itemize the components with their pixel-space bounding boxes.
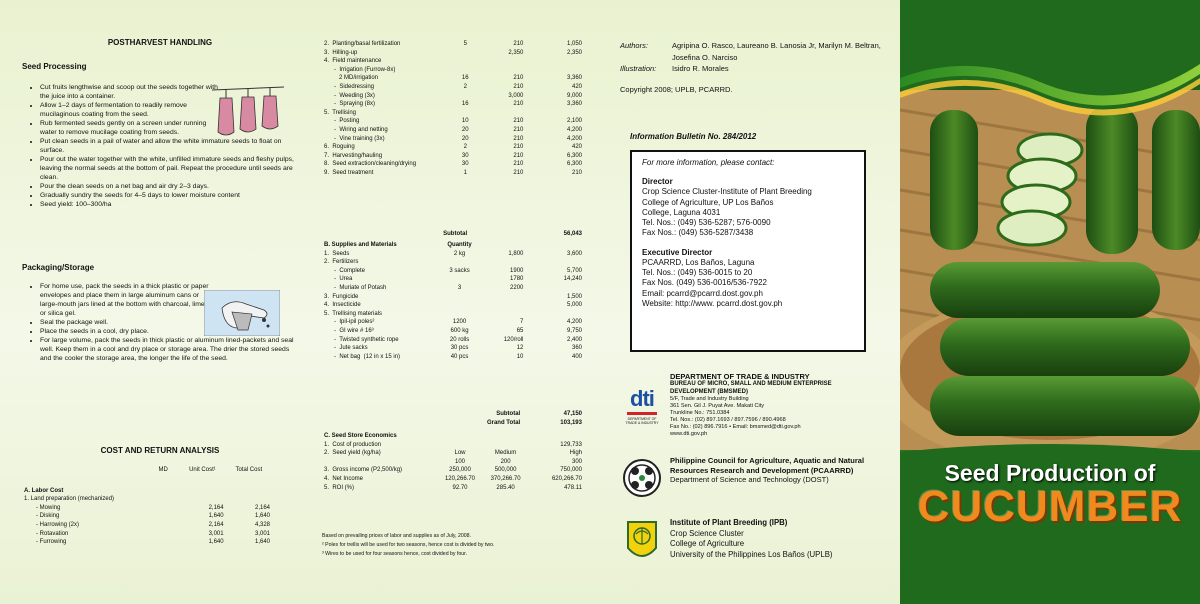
supplies-subtotal-row: Subtotal 47,150 — [496, 411, 582, 417]
labor-cost-table-continued — [322, 40, 584, 178]
table-row: - GI wire # 16³ 600 kg 65 9,750 — [324, 327, 582, 334]
footnote: ² Poles for trellis will be used for two seasons, hence cost is divided by two. — [322, 542, 495, 548]
table-row: 2 MD/irrigation 16 210 3,360 — [324, 75, 582, 82]
seed-processing-heading: Seed Processing — [22, 62, 87, 71]
table-row: - Jute sacks 30 pcs 12 360 — [324, 345, 582, 352]
economics-heading: C. Seed Store Economics — [324, 433, 397, 439]
table-row: - Furrowing 1,640 1,640 — [36, 539, 270, 546]
exec-line: Email: pcarrd@pcarrd.dost.gov.ph — [642, 288, 763, 298]
grand-total-row: Grand Total 103,193 — [486, 419, 582, 426]
contact-box — [630, 150, 866, 352]
table-row: 3. Gross income (P2,500/kg) 250,000 500,000 750,000 — [324, 467, 582, 474]
table-row: - Spraying (8x) 16 210 3,360 — [324, 101, 582, 108]
list-item: • For large volume, pack the seeds in thick plastic or aluminum lined-packets and seal well. Keep them in a cool and dry place or storage area. The drier the stored seeds and the cooler the storage area, the longer the life of the seed. — [40, 337, 302, 364]
supplies-table — [322, 241, 584, 361]
dti-logo-sub: DEPARTMENT OF TRADE & INDUSTRY — [625, 417, 659, 425]
table-row: 2. Fertilizers — [324, 259, 359, 266]
table-row: - Wiring and netting 20 210 4,200 — [324, 126, 582, 133]
table-row: 5. Trellising materials — [324, 310, 383, 317]
table-row: 3. Fungicide 1,500 — [324, 293, 582, 300]
table-row: 9. Seed treatment 1 210 210 — [324, 169, 582, 176]
subtotal-labor-table — [322, 230, 584, 239]
list-item: • Seal the package well. — [40, 319, 302, 328]
header-md: MD — [158, 467, 168, 473]
table-row: - Sidedressing 2 210 420 — [324, 83, 582, 90]
list-item: • Place the seeds in a cool, dry place. — [40, 328, 302, 337]
footnote: Based on prevailing prices of labor and supplies as of July, 2008. — [322, 533, 471, 539]
pcaarrd-dept: Department of Science and Technology (DOST) — [670, 475, 829, 484]
list-item: • Rub fermented seeds gently on a screen under running water to remove mucilage coating from seeds. — [40, 120, 222, 138]
header-total-cost: Total Cost — [235, 467, 263, 473]
ipb-name: Institute of Plant Breeding (IPB) — [670, 518, 788, 527]
illustrator-name: Isidro R. Morales — [672, 64, 729, 73]
dti-name: DEPARTMENT OF TRADE & INDUSTRY — [670, 372, 810, 381]
pcaarrd-logo — [622, 458, 662, 498]
exec-director-title: Executive Director — [642, 247, 713, 257]
cover-title-line2: CUCUMBER — [917, 482, 1183, 531]
labor-cost-table — [22, 466, 272, 547]
table-row: - Harrowing (2x) 2,164 4,328 — [36, 521, 270, 528]
list-item: • Allow 1–2 days of fermentation to readily remove mucilaginous coating from the seed. — [40, 102, 222, 120]
director-title: Director — [642, 177, 673, 187]
packaging-list — [18, 283, 302, 364]
dti-block — [670, 372, 870, 438]
panel-postharvest — [0, 0, 302, 604]
director-line: Crop Science Cluster-Institute of Plant Breeding — [642, 187, 812, 197]
table-row: - Irrigation (Furrow-8x) — [324, 66, 396, 73]
table-row: - Complete 3 sacks 1900 5,700 — [324, 267, 582, 274]
supplies-totals-table — [322, 410, 584, 427]
supplies-heading: B. Supplies and Materials — [324, 242, 397, 248]
front-cover — [900, 0, 1200, 604]
table-row: 4. Field maintenance — [324, 58, 382, 65]
table-row: 5. Trellising — [324, 109, 357, 116]
ipb-line: Crop Science Cluster — [670, 528, 744, 538]
copyright: Copyright 2008; UPLB, PCARRD. — [620, 84, 733, 94]
list-item: • Seed yield: 100–300/ha — [40, 201, 302, 210]
table-footnotes — [322, 532, 592, 559]
packaging-heading: Packaging/Storage — [22, 263, 95, 272]
quantity-header: Quantity — [447, 242, 472, 248]
ipb-logo — [624, 518, 660, 564]
list-item: • Put clean seeds in a pail of water and allow the white immature seeds to float on surface. — [40, 138, 302, 156]
table-row: - Ipil-ipil poles² 1200 7 4,200 — [324, 319, 582, 326]
exec-line: Tel. Nos.: (049) 536-0015 to 20 — [642, 268, 753, 278]
dti-address: 5/F, Trade and Industry Building 361 Sen. Gil J. Puyat Ave. Makati City Trunkline No.: 751.0384 Tel. Nos.: (02) 897.1693 / 897.7596 / 890.4968 Fax No.: (02) 896.7916 • Email: bmsmed@dti.gov.ph www.dti.gov.ph — [670, 396, 801, 438]
pcaarrd-name: Philippine Council for Agriculture, Aquatic and Natural Resources Research and Development (PCAARRD) — [670, 456, 865, 475]
table-header-row — [22, 466, 272, 475]
table-row: - Posting 10 210 2,100 — [324, 118, 582, 125]
land-prep-label: 1. Land preparation (mechanized) — [24, 496, 115, 503]
list-item: • Pour out the water together with the white, unfilled immature seeds and fleshy pulps, leaving the normal seeds at the bottom of pail. Repeat the procedure until seeds are clean. — [40, 156, 302, 183]
ipb-line: College of Agriculture — [670, 539, 745, 548]
seed-processing-list — [18, 84, 302, 210]
bulletin-number: Information Bulletin No. 284/2012 — [630, 132, 757, 141]
cost-return-title: COST AND RETURN ANALYSIS — [100, 446, 220, 455]
list-item: • For home use, pack the seeds in a thick plastic or paper envelopes and place them in large aluminum cans or large-mouth jars lined at the bottom with charcoal, lime or silica gel. — [40, 283, 212, 319]
cover-title-line1: Seed Production of — [944, 460, 1156, 486]
table-row: 2. Seed yield (kg/ha) Low Medium High — [324, 450, 582, 457]
table-row: - Rotavation 3,001 3,001 — [36, 530, 270, 537]
table-row: 5. ROI (%) 92.70 285.40 478.11 — [324, 484, 582, 491]
list-item: • Pour the clean seeds on a net bag and air dry 2–3 days. — [40, 183, 302, 192]
labor-subtotal-row: Subtotal 56,043 — [443, 231, 582, 237]
illustration-label: Illustration: — [620, 64, 657, 73]
table-row: 4. Insecticide 5,000 — [324, 302, 582, 309]
list-item: • Gradually sundry the seeds for 4–5 days to lower moisture content — [40, 192, 302, 201]
table-row: - Muriate of Potash 3 2200 — [324, 284, 524, 291]
panel-cost-table — [302, 0, 598, 604]
table-row: - Disking 1,640 1,640 — [36, 513, 270, 520]
economics-table — [322, 432, 584, 492]
ipb-line: University of the Philippines Los Baños (UPLB) — [670, 549, 833, 559]
director-line: Fax Nos.: (049) 536-5287/3438 — [642, 228, 754, 238]
contact-intro: For more information, please contact: — [642, 158, 775, 167]
exec-line: Fax Nos. (049) 536-0016/536-7922 — [642, 278, 767, 288]
table-row: 1. Cost of production 129,733 — [324, 441, 582, 448]
pcaarrd-block — [670, 456, 870, 485]
authors-names: Agripina O. Rasco, Laureano B. Lanosia Jr, Marilyn M. Beltran, Josefina O. Narciso — [672, 41, 881, 62]
table-row: 2. Planting/basal fertilization 5 210 1,050 — [324, 41, 582, 47]
header-unit-cost: Unit Cost¹ — [189, 467, 216, 473]
table-row: 1. Seeds 2 kg 1,800 3,600 — [324, 250, 582, 257]
exec-line: PCAARRD, Los Baños, Laguna — [642, 257, 755, 267]
table-row: - Net bag (12 in x 15 in) 40 pcs 10 400 — [324, 353, 582, 360]
director-line: College of Agriculture, UP Los Baños — [642, 197, 774, 207]
authors-label: Authors: — [620, 41, 648, 50]
director-line: College, Laguna 4031 — [642, 207, 721, 217]
table-row: 7. Harvesting/hauling 30 210 6,300 — [324, 152, 582, 159]
labor-cost-heading: A. Labor Cost — [24, 487, 64, 494]
exec-line: Website: http://www. pcarrd.dost.gov.ph — [642, 298, 783, 308]
table-row: 4. Net Income 120,266.70 370,266.70 620,266.70 — [324, 475, 582, 482]
list-item: • Cut fruits lengthwise and scoop out the seeds together with the juice into a container. — [40, 84, 222, 102]
table-row: - Weeding (3x) 3,000 9,000 — [324, 92, 582, 99]
director-line: Tel. Nos.: (049) 536-5287; 576-0090 — [642, 218, 771, 228]
table-row: 6. Roguing 2 210 420 — [324, 144, 582, 151]
dti-bureau: BUREAU OF MICRO, SMALL AND MEDIUM ENTERPRISE DEVELOPMENT (BMSMED) — [670, 381, 832, 395]
table-row: 3. Hilling-up 2,350 2,350 — [324, 49, 582, 56]
table-row: - Urea 1780 14,240 — [324, 276, 582, 283]
credits — [620, 40, 890, 95]
table-row: - Vine training (3x) 20 210 4,200 — [324, 135, 582, 142]
footnote: ³ Wires to be used for four seasons hence, cost divided by four. — [322, 551, 468, 557]
postharvest-title: POSTHARVEST HANDLING — [107, 38, 213, 47]
dti-logo-text: dti — [630, 386, 654, 411]
table-row: - Twisted synthetic rope 20 rolls 120/roll 2,400 — [324, 336, 582, 343]
table-row: - Mowing 2,164 2,164 — [36, 504, 270, 511]
table-row: 100 200 300 — [454, 458, 582, 465]
dti-logo — [622, 388, 662, 436]
table-row: 8. Seed extraction/cleaning/drying 30 210 6,300 — [324, 161, 582, 168]
ipb-block — [670, 518, 890, 560]
